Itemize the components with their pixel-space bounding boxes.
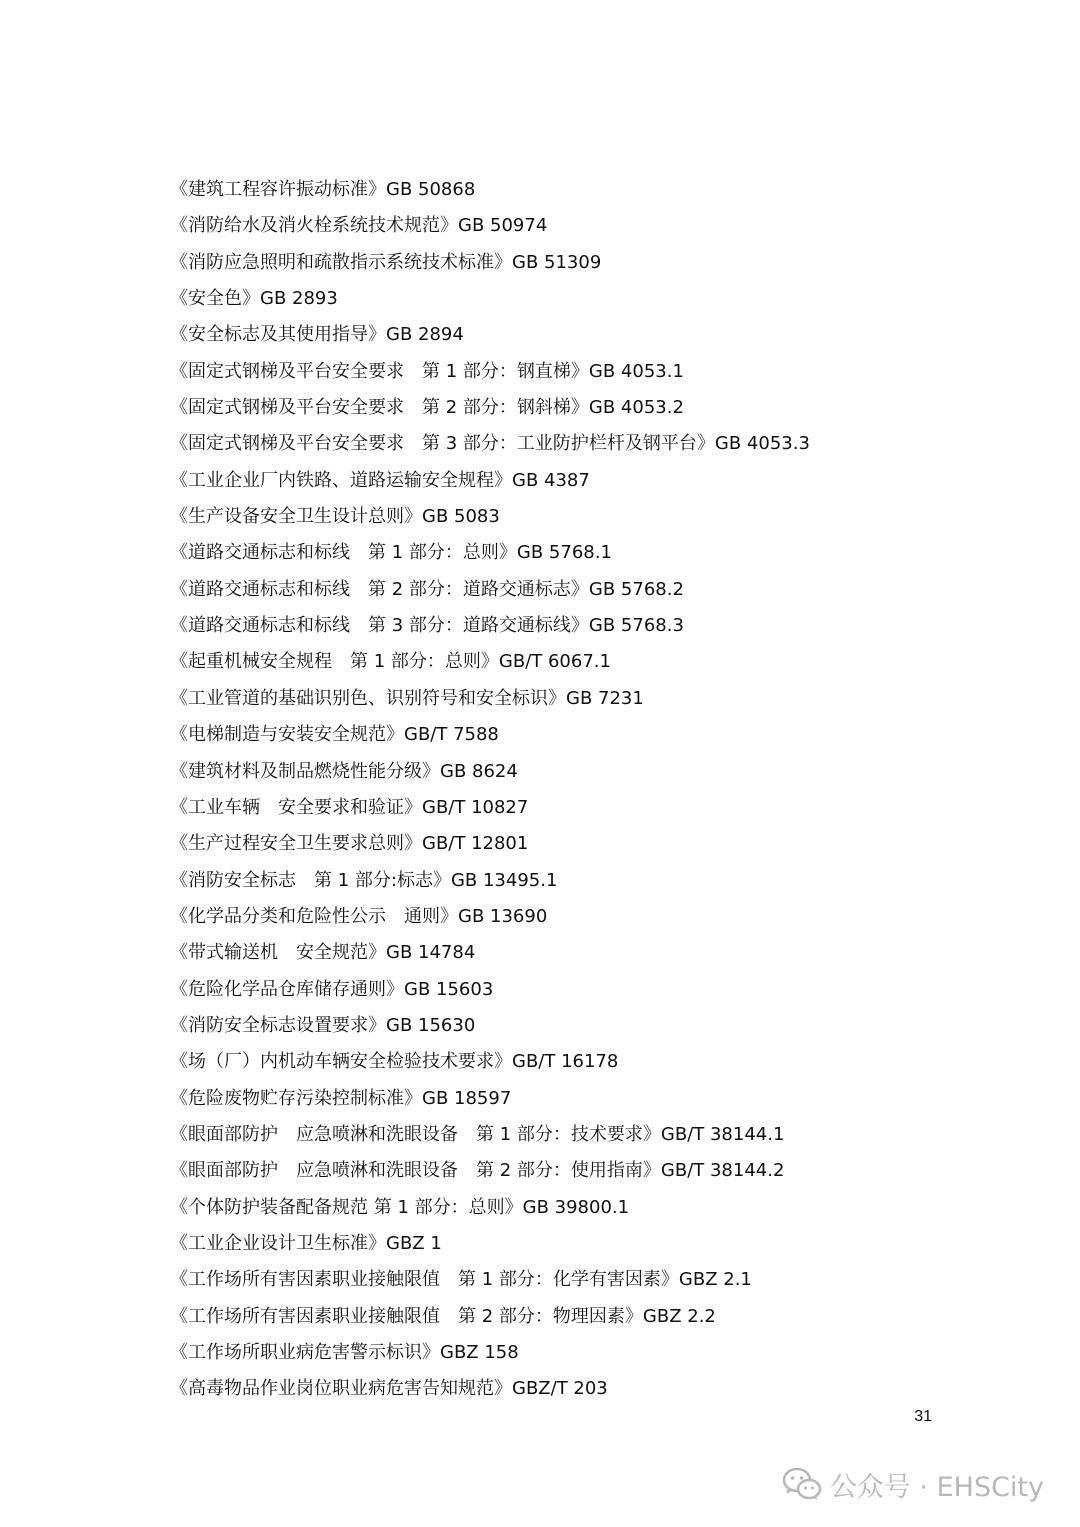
standard-item: 《电梯制造与安装安全规范》GB/T 7588 (170, 724, 499, 746)
standard-item: 《消防应急照明和疏散指示系统技术标准》GB 51309 (170, 251, 602, 273)
standard-item: 《眼面部防护 应急喷淋和洗眼设备 第 2 部分：使用指南》GB/T 38144.2 (170, 1160, 785, 1182)
standard-item: 《工业管道的基础识别色、识别符号和安全标识》GB 7231 (170, 687, 644, 709)
standard-item: 《工业企业厂内铁路、道路运输安全规程》GB 4387 (170, 469, 590, 491)
standard-item: 《固定式钢梯及平台安全要求 第 3 部分：工业防护栏杆及钢平台》GB 4053.3 (170, 433, 810, 455)
standard-item: 《工作场所职业病危害警示标识》GBZ 158 (170, 1342, 519, 1363)
wechat-icon (782, 1467, 822, 1501)
standard-item: 《带式输送机 安全规范》GB 14784 (170, 942, 476, 964)
standard-item: 《工业企业设计卫生标准》GBZ 1 (170, 1232, 442, 1254)
standard-item: 《工作场所有害因素职业接触限值 第 2 部分：物理因素》GBZ 2.2 (170, 1305, 716, 1327)
standard-item: 《危险化学品仓库储存通则》GB 15603 (170, 978, 494, 1000)
standard-item: 《高毒物品作业岗位职业病危害告知规范》GBZ/T 203 (170, 1378, 608, 1400)
standard-item: 《生产过程安全卫生要求总则》GB/T 12801 (170, 833, 529, 855)
standard-item: 《生产设备安全卫生设计总则》GB 5083 (170, 506, 500, 528)
standard-item: 《安全色》GB 2893 (170, 288, 338, 310)
standard-item: 《起重机械安全规程 第 1 部分：总则》GB/T 6067.1 (170, 651, 611, 673)
standard-item: 《固定式钢梯及平台安全要求 第 1 部分：钢直梯》GB 4053.1 (170, 360, 684, 382)
standard-item: 《个体防护装备配备规范 第 1 部分：总则》GB 39800.1 (170, 1196, 630, 1218)
watermark-text: 公众号 · EHSCity (829, 1471, 1044, 1503)
standard-item: 《安全标志及其使用指导》GB 2894 (170, 324, 464, 346)
standard-item: 《道路交通标志和标线 第 3 部分：道路交通标线》GB 5768.3 (170, 615, 684, 637)
watermark (782, 1462, 1044, 1506)
standard-item: 《消防给水及消火栓系统技术规范》GB 50974 (170, 215, 548, 237)
standards-list (170, 172, 1050, 1408)
standard-item: 《危险废物贮存污染控制标准》GB 18597 (170, 1087, 512, 1109)
standard-item: 《消防安全标志设置要求》GB 15630 (170, 1014, 476, 1036)
standard-item: 《建筑材料及制品燃烧性能分级》GB 8624 (170, 760, 518, 782)
standard-item: 《消防安全标志 第 1 部分:标志》GB 13495.1 (170, 869, 558, 891)
standard-item: 《道路交通标志和标线 第 1 部分：总则》GB 5768.1 (170, 542, 612, 564)
standard-item: 《工业车辆 安全要求和验证》GB/T 10827 (170, 796, 529, 818)
standard-item: 《场（厂）内机动车辆安全检验技术要求》GB/T 16178 (170, 1051, 619, 1073)
standard-item: 《工作场所有害因素职业接触限值 第 1 部分：化学有害因素》GBZ 2.1 (170, 1269, 752, 1291)
standard-item: 《道路交通标志和标线 第 2 部分：道路交通标志》GB 5768.2 (170, 578, 684, 600)
standard-item: 《建筑工程容许振动标准》GB 50868 (170, 179, 476, 200)
standard-item: 《固定式钢梯及平台安全要求 第 2 部分：钢斜梯》GB 4053.2 (170, 397, 684, 419)
page-number: 31 (914, 1408, 932, 1425)
standard-item: 《眼面部防护 应急喷淋和洗眼设备 第 1 部分：技术要求》GB/T 38144.1 (170, 1123, 785, 1145)
standard-item: 《化学品分类和危险性公示 通则》GB 13690 (170, 905, 548, 927)
